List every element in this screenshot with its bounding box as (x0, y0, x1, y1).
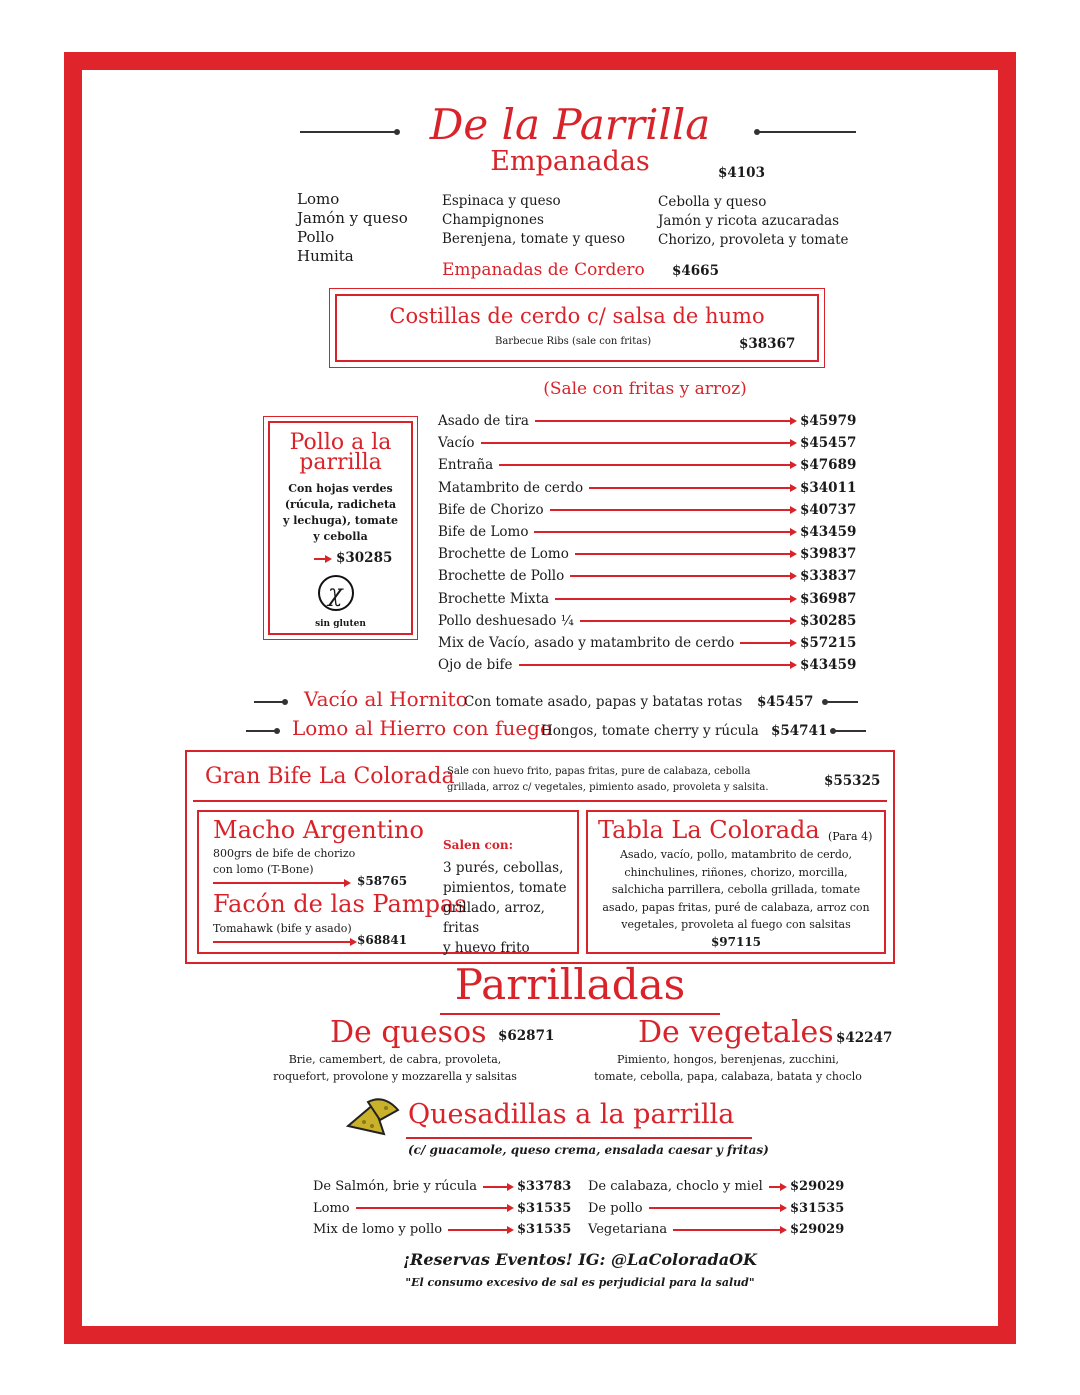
item-price: $36987 (800, 590, 857, 607)
rule (254, 701, 284, 703)
arrow-icon (790, 417, 797, 425)
arrow-icon (790, 572, 797, 580)
rule (246, 730, 276, 732)
arrow-icon (344, 879, 351, 887)
leader-line (589, 487, 790, 489)
item-name: Asado de tira (438, 413, 529, 430)
table-row (438, 632, 857, 654)
facon-price: $68841 (357, 933, 408, 947)
quesadillas-left-list (313, 1176, 572, 1242)
costillas-desc: Barbecue Ribs (sale con fritas) (495, 336, 652, 347)
arrow-icon (790, 439, 797, 447)
table-row (588, 1198, 845, 1220)
leader-line (499, 464, 790, 466)
quesadillas-right-list (588, 1176, 845, 1242)
quesos-price: $62871 (498, 1028, 555, 1044)
item-name: De calabaza, choclo y miel (588, 1179, 763, 1195)
vacio-hornito-price: $45457 (757, 694, 814, 710)
arrow-icon (790, 639, 797, 647)
leader-line (483, 1186, 507, 1188)
item-price: $34011 (800, 479, 857, 496)
leader-line (519, 664, 790, 666)
facon-leader (213, 941, 351, 943)
arrow-icon (780, 1226, 787, 1234)
list-item: Champignones (442, 212, 544, 228)
tabla-desc: Asado, vacío, pollo, matambrito de cerdo, chinchulines, riñones, chorizo, morcilla, salchicha parrillera, cebolla grillada, tomate asado, papas fritas, puré de calabaza, arroz con vegetales, provoleta al fuego con salsitas $97115 (602, 848, 870, 949)
quesadillas-title: Quesadillas a la parrilla (408, 1099, 735, 1130)
item-name: Lomo (313, 1200, 350, 1216)
arrow-icon (790, 550, 797, 558)
table-row (588, 1219, 845, 1241)
empanadas-col2 (442, 192, 625, 249)
gluten-free-icon: χ (318, 575, 354, 611)
quesos-desc: Brie, camembert, de cabra, provoleta, roquefort, provolone y mozzarella y salsitas (273, 1053, 517, 1083)
leader-line (769, 1186, 780, 1188)
salt-disclaimer: "El consumo excesivo de sal es perjudicial para la salud" (405, 1276, 755, 1289)
table-row (438, 454, 857, 476)
item-price: $31535 (790, 1200, 845, 1216)
gran-bife-title: Gran Bife La Colorada (205, 764, 455, 789)
item-price: $39837 (800, 546, 857, 563)
leader-line (534, 531, 790, 533)
table-row (438, 410, 857, 432)
salen-con-title: Salen con: (443, 838, 514, 852)
list-item: Lomo (297, 190, 340, 208)
item-price: $45457 (800, 435, 857, 452)
leader-line (575, 553, 790, 555)
table-row (438, 610, 857, 632)
item-name: Pollo deshuesado ¼ (438, 612, 574, 629)
macho-price: $58765 (357, 874, 408, 888)
list-item: Cebolla y queso (658, 194, 767, 210)
empanadas-heading: Empanadas (490, 146, 650, 177)
arrow-icon (790, 528, 797, 536)
leader-line (448, 1229, 507, 1231)
lomo-hierro-desc: Hongos, tomate cherry y rúcula (541, 723, 759, 739)
arrow-icon (790, 617, 797, 625)
cordero-label: Empanadas de Cordero (442, 260, 645, 280)
lomo-hierro-title: Lomo al Hierro con fuego (292, 716, 552, 740)
list-item: Jamón y ricota azucaradas (658, 213, 840, 229)
vacio-hornito-desc: Con tomate asado, papas y batatas rotas (464, 694, 743, 710)
list-item: Berenjena, tomate y queso (442, 231, 625, 247)
item-name: De pollo (588, 1200, 643, 1216)
parrilladas-title: Parrilladas (454, 960, 686, 1009)
item-price: $33837 (800, 568, 857, 585)
list-item: Jamón y queso (297, 209, 408, 227)
item-price: $33783 (517, 1179, 572, 1195)
macho-title: Macho Argentino (213, 816, 424, 844)
leader-line (535, 420, 790, 422)
list-item: Pollo (297, 228, 335, 246)
gran-bife-box (185, 750, 895, 964)
list-item: Espinaca y queso (442, 193, 561, 209)
item-price: $31535 (517, 1200, 572, 1216)
vegetales-desc: Pimiento, hongos, berenjenas, zucchini, tomate, cebolla, papa, calabaza, batata y choclo (594, 1053, 862, 1083)
item-name: Entraña (438, 457, 494, 474)
macho-box (197, 810, 579, 954)
table-row (438, 565, 857, 587)
arrow-icon (780, 1183, 787, 1191)
page-title: De la Parrilla (429, 100, 711, 149)
title-dot-left (394, 129, 400, 135)
vegetales-title: De vegetales (638, 1015, 834, 1050)
leader-line (555, 598, 790, 600)
table-row (438, 543, 857, 565)
table-row (313, 1176, 572, 1198)
macho-leader (213, 882, 345, 884)
quesadilla-icon (344, 1096, 404, 1144)
cordero-price: $4665 (672, 263, 719, 279)
item-name: Brochette de Lomo (438, 546, 569, 563)
costillas-price: $38367 (739, 336, 796, 352)
leader-line (570, 575, 790, 577)
leader-line (649, 1207, 780, 1209)
item-name: Vegetariana (588, 1222, 668, 1238)
grill-list (438, 410, 857, 680)
title-rule-left (300, 131, 396, 133)
item-price: $47689 (800, 457, 857, 474)
item-name: Vacío (438, 435, 475, 452)
table-row (438, 521, 857, 543)
leader-line (481, 442, 790, 444)
item-name: De Salmón, brie y rúcula (313, 1179, 477, 1195)
table-row (438, 432, 857, 454)
item-name: Brochette de Pollo (438, 568, 565, 585)
pollo-title: Pollo a la parrilla (289, 430, 392, 475)
item-name: Ojo de bife (438, 657, 513, 674)
costillas-box (335, 294, 819, 362)
table-row (438, 499, 857, 521)
leader-line (740, 642, 790, 644)
arrow-icon (790, 595, 797, 603)
arrow-icon (780, 1204, 787, 1212)
leader-line (673, 1229, 780, 1231)
macho-desc: 800grs de bife de chorizo con lomo (T-Bone) (213, 847, 356, 876)
item-price: $45979 (800, 413, 857, 430)
table-row (313, 1198, 572, 1220)
dot (274, 728, 280, 734)
vegetales-price: $42247 (836, 1030, 893, 1046)
item-price: $40737 (800, 501, 857, 518)
pollo-desc: Con hojas verdes (rúcula, radicheta y lechuga), tomate y cebolla (282, 482, 399, 543)
item-name: Brochette Mixta (438, 590, 550, 607)
item-name: Mix de Vacío, asado y matambrito de cerdo (438, 635, 735, 652)
item-name: Bife de Lomo (438, 524, 529, 541)
tabla-title: Tabla La Colorada (598, 816, 820, 844)
table-row (438, 654, 857, 676)
item-price: $29029 (790, 1179, 845, 1195)
facon-desc: Tomahawk (bife y asado) (213, 922, 352, 935)
item-price: $30285 (800, 612, 857, 629)
item-name: Matambrito de cerdo (438, 479, 584, 496)
costillas-title: Costillas de cerdo c/ salsa de humo (389, 304, 765, 328)
quesadillas-rule (406, 1137, 752, 1139)
tabla-box (586, 810, 886, 954)
quesos-title: De quesos (330, 1015, 487, 1050)
arrow-icon (507, 1226, 514, 1234)
arrow-icon (325, 555, 332, 563)
item-price: $57215 (800, 635, 857, 652)
item-name: Mix de lomo y pollo (313, 1222, 443, 1238)
arrow-icon (350, 938, 357, 946)
list-item: Chorizo, provoleta y tomate (658, 232, 849, 248)
item-price: $43459 (800, 657, 857, 674)
item-price: $29029 (790, 1222, 845, 1238)
quesadillas-subtitle: (c/ guacamole, queso crema, ensalada caesar y fritas) (408, 1143, 769, 1157)
gran-bife-desc: Sale con huevo frito, papas fritas, pure de calabaza, cebolla grillada, arroz c/ vegetales, pimiento asado, provoleta y salsita. (447, 766, 769, 793)
table-row (588, 1176, 845, 1198)
salen-con-list: 3 purés, cebollas, pimientos, tomate grillado, arroz, fritas y huevo frito (443, 860, 567, 956)
title-rule-right (758, 131, 856, 133)
arrow-icon (790, 661, 797, 669)
arrow-icon (790, 506, 797, 514)
facon-title: Facón de las Pampas (213, 890, 467, 918)
item-price: $31535 (517, 1222, 572, 1238)
gluten-label: sin gluten (315, 619, 366, 629)
item-name: Bife de Chorizo (438, 501, 544, 518)
item-price: $43459 (800, 524, 857, 541)
arrow-icon (507, 1204, 514, 1212)
lomo-hierro-price: $54741 (771, 723, 828, 739)
dot (282, 699, 288, 705)
pollo-price: $30285 (336, 550, 393, 566)
vacio-hornito-title: Vacío al Hornito (304, 687, 468, 711)
rule (826, 701, 858, 703)
reservas-line: ¡Reservas Eventos! IG: @LaColoradaOK (403, 1250, 757, 1269)
tabla-note: (Para 4) (828, 830, 873, 843)
pollo-box (268, 421, 413, 635)
table-row (438, 588, 857, 610)
table-row (313, 1219, 572, 1241)
leader-line (550, 509, 790, 511)
rule (834, 730, 866, 732)
table-row (438, 477, 857, 499)
leader-line (580, 620, 790, 622)
empanadas-col1 (297, 190, 408, 266)
sale-con-note: (Sale con fritas y arroz) (543, 379, 747, 399)
empanadas-price: $4103 (718, 165, 765, 181)
list-item: Humita (297, 247, 354, 265)
arrow-icon (790, 461, 797, 469)
arrow-icon (790, 484, 797, 492)
arrow-icon (507, 1183, 514, 1191)
gran-bife-price: $55325 (824, 773, 881, 789)
empanadas-col3 (658, 193, 849, 250)
divider (193, 800, 887, 802)
leader-line (356, 1207, 507, 1209)
